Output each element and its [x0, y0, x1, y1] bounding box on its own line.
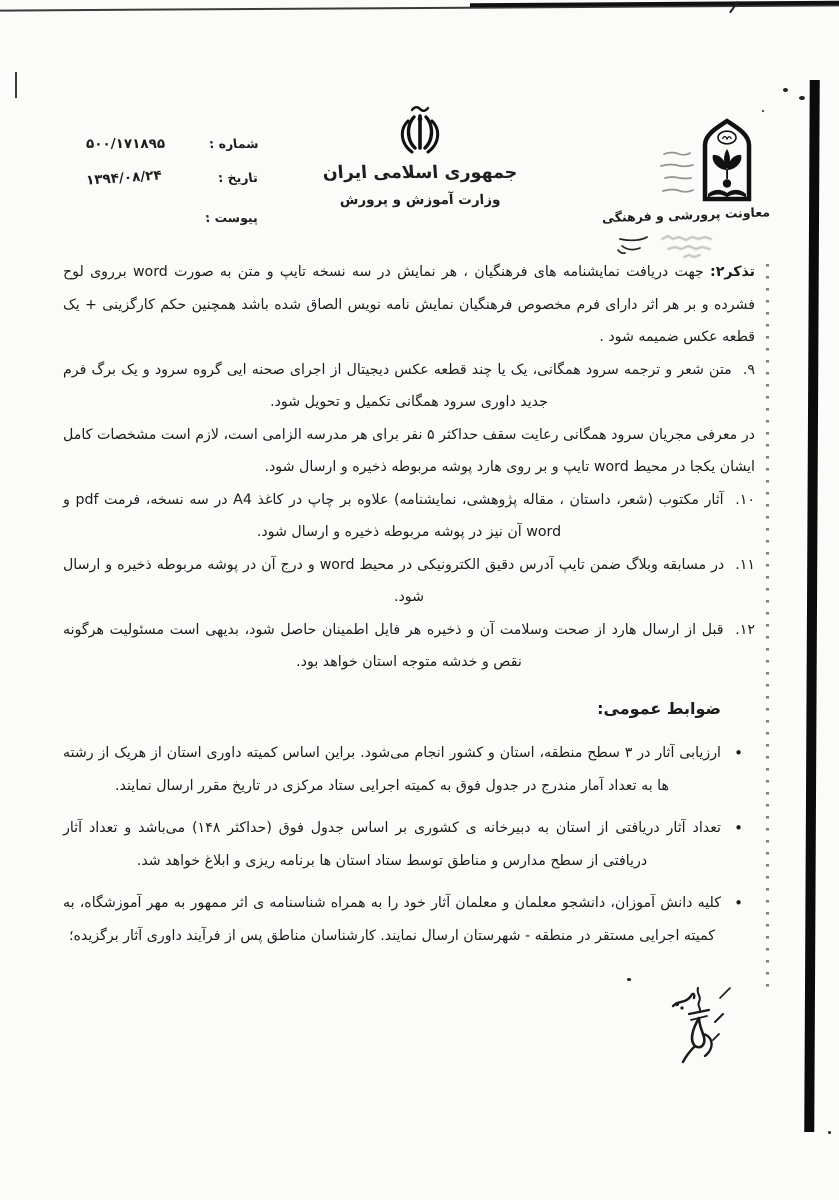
item-number: ۱۲.: [735, 621, 756, 638]
deputy-logo-icon: [700, 118, 754, 202]
bullet-marker: •: [734, 744, 743, 762]
org-title: معاونت پرورشی و فرهنگی: [601, 204, 771, 226]
attachment-row: [86, 210, 258, 225]
scan-speck: [799, 96, 805, 100]
bullet-text: تعداد آثار دریافتی از استان به دبیرخانه ی کشوری بر اساس جدول فوق (حداکثر ۱۴۸) می‌باشد و تعداد آثار دریافتی از سطح مدارس و مناطق توسط ستاد استان ها برنامه ریزی و ابلاغ خواهد شد.: [63, 820, 722, 869]
bullet-text: کلیه دانش آموزان، دانشجو معلمان و معلمان آثار خود را به همراه شناسنامه ی اثر ممهور به مهر آموزشگاه، به کمیته اجرایی مستقر در منطقه - شهرستان ارسال نمایند. کارشناسان مناطق پس از فرآیند داوری آثار برگزیده؛: [63, 895, 721, 944]
ref-number-row: [86, 136, 258, 152]
item-number: ۱۰.: [735, 491, 755, 508]
perforation-dots: [766, 264, 769, 990]
numbered-item: [63, 614, 755, 679]
item-number: ۱۱.: [735, 556, 756, 573]
scan-left-tick: [15, 72, 17, 98]
item-number: ۹.: [742, 361, 755, 378]
scan-speck: [783, 88, 788, 92]
item-text: متن شعر و ترجمه سرود همگانی، یک یا چند قطعه عکس دیجیتال از اجرای صحنه ایی گروه سرود و یک برگ فرم جدید داوری سرود همگانی تکمیل و تحویل شود.: [63, 361, 732, 410]
item-text: در مسابقه وبلاگ ضمن تایپ آدرس دقیق الکترونیکی در محیط word و درج آن در پوشه مربوطه ذخیره و ارسال شود.: [63, 556, 725, 605]
bullet-item: [63, 812, 755, 877]
bullet-item: [63, 887, 755, 952]
numbered-item: [63, 354, 755, 419]
section-heading: ضوابط عمومی:: [597, 698, 721, 718]
date-value: ۱۳۹۴/۰۸/۲۴: [85, 167, 163, 189]
item-text: آثار مکتوب (شعر، داستان ، مقاله پژوهشی، نمایشنامه) علاوه بر چاپ در کاغذ A4 در سه نسخه، فرمت pdf و word آن نیز در پوشه مربوطه ذخیره و ارسال شود.: [63, 491, 724, 540]
numbered-item: [63, 484, 755, 549]
signature-scribble: [668, 983, 736, 1079]
note-text: جهت دریافت نمایشنامه های فرهنگیان ، هر نمایش در سه نسخه تایپ و متن به صورت word برروی لوح فشرده و بر هر اثر دارای فرم مخصوص فرهنگیان نمایش نامه نویس الصاق شده باشد همچنین حکم کارگزینی + یک قطعه عکس ضمیمه شود .: [63, 264, 755, 345]
scan-right-black-bar: [804, 80, 820, 1132]
ref-number-value: ۵۰۰/۱۷۱۸۹۵: [86, 136, 166, 152]
item-text: قبل از ارسال هارد از صحت وسلامت آن و ذخیره هر فایل اطمینان حاصل شود، بدیهی است مسئولیت هرگونه نقص و خدشه متوجه استان خواهد بود.: [63, 621, 724, 670]
bullet-text: ارزیابی آثار در ۳ سطح منطقه، استان و کشور انجام می‌شود. براین اساس کمیته داوری استان از هریک از رشته ها به تعداد آمار مندرج در جدول فوق به کمیته اجرایی ستاد مرکزی در تاریخ مقرر ارسال نمایند.: [63, 745, 721, 794]
ref-number-label: شماره :: [207, 136, 259, 151]
date-row: [85, 167, 259, 189]
attachment-label: پیوست :: [204, 210, 259, 225]
bullet-item: [63, 737, 755, 802]
ministry-title: وزارت آموزش و پرورش: [339, 192, 501, 208]
scan-speck: [762, 110, 764, 112]
note-paragraph: [63, 256, 755, 354]
body-text: [63, 256, 755, 962]
margin-notes-scribble: [658, 148, 698, 200]
note-label: تذکر۲:: [710, 264, 756, 280]
numbered-item: [63, 549, 755, 614]
bullet-list: [63, 737, 755, 952]
date-label: تاریخ :: [217, 170, 259, 185]
bullet-marker: •: [734, 819, 743, 837]
bullet-marker: •: [734, 894, 743, 912]
scan-speck: [627, 978, 631, 981]
scan-speck: [828, 1131, 831, 1134]
letterhead-center: [318, 103, 522, 208]
item-continuation: در معرفی مجریان سرود همگانی رعایت سقف حداکثر ۵ نفر برای هر مدرسه الزامی است، لازم است مشخصات کامل ایشان یکجا در محیط word تایپ و بر روی هارد پوشه مربوطه ذخیره و ارسال شود.: [63, 426, 755, 475]
country-title: جمهوری اسلامی ایران: [322, 163, 518, 183]
iran-emblem-icon: [393, 103, 447, 159]
